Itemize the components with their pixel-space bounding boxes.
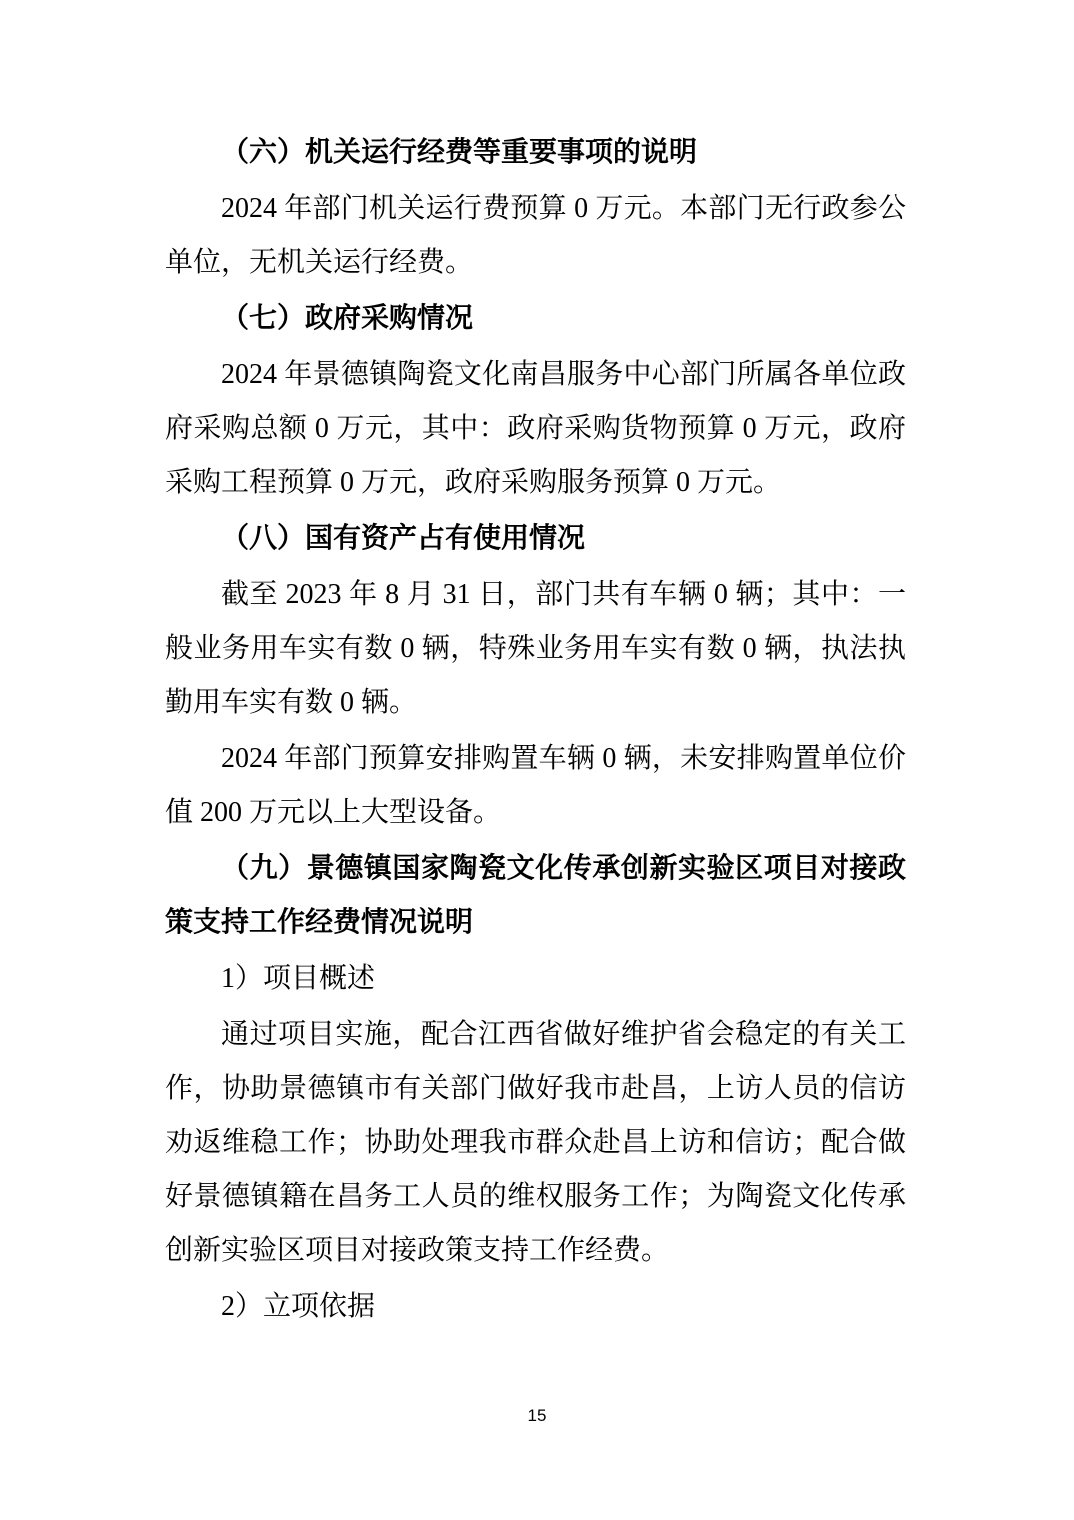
para-government-procurement: 2024 年景德镇陶瓷文化南昌服务中心部门所属各单位政府采购总额 0 万元，其中：政府采购货物预算 0 万元，政府采购工程预算 0 万元，政府采购服务预算 0 万元。 [165,359,906,498]
section-heading-ceramic-culture-project: （九）景德镇国家陶瓷文化传承创新实验区项目对接政策支持工作经费情况说明 [165,853,906,938]
para-state-assets-vehicles: 截至 2023 年 8 月 31 日，部门共有车辆 0 辆；其中：一般业务用车实有数 0 辆，特殊业务用车实有数 0 辆，执法执勤用车实有数 0 辆。 [165,579,906,718]
section-heading-government-procurement: （七）政府采购情况 [221,303,474,334]
subheading-project-basis: 2）立项依据 [221,1291,376,1322]
para-project-overview: 通过项目实施，配合江西省做好维护省会稳定的有关工作，协助景德镇市有关部门做好我市赴昌，上访人员的信访劝返维稳工作；协助处理我市群众赴昌上访和信访；配合做好景德镇籍在昌务工人员的维权服务工作；为陶瓷文化传承创新实验区项目对接政策支持工作经费。 [165,1019,906,1266]
document-body [165,126,906,1336]
para-organ-operating-costs: 2024 年部门机关运行费预算 0 万元。本部门无行政参公单位，无机关运行经费。 [165,193,906,278]
subheading-project-overview: 1）项目概述 [221,963,376,994]
section-heading-organ-operating-costs: （六）机关运行经费等重要事项的说明 [221,137,698,168]
section-heading-state-assets: （八）国有资产占有使用情况 [221,523,586,554]
para-vehicle-purchase-plan: 2024 年部门预算安排购置车辆 0 辆，未安排购置单位价值 200 万元以上大型设备。 [165,743,906,828]
page-number: 15 [527,1406,547,1425]
